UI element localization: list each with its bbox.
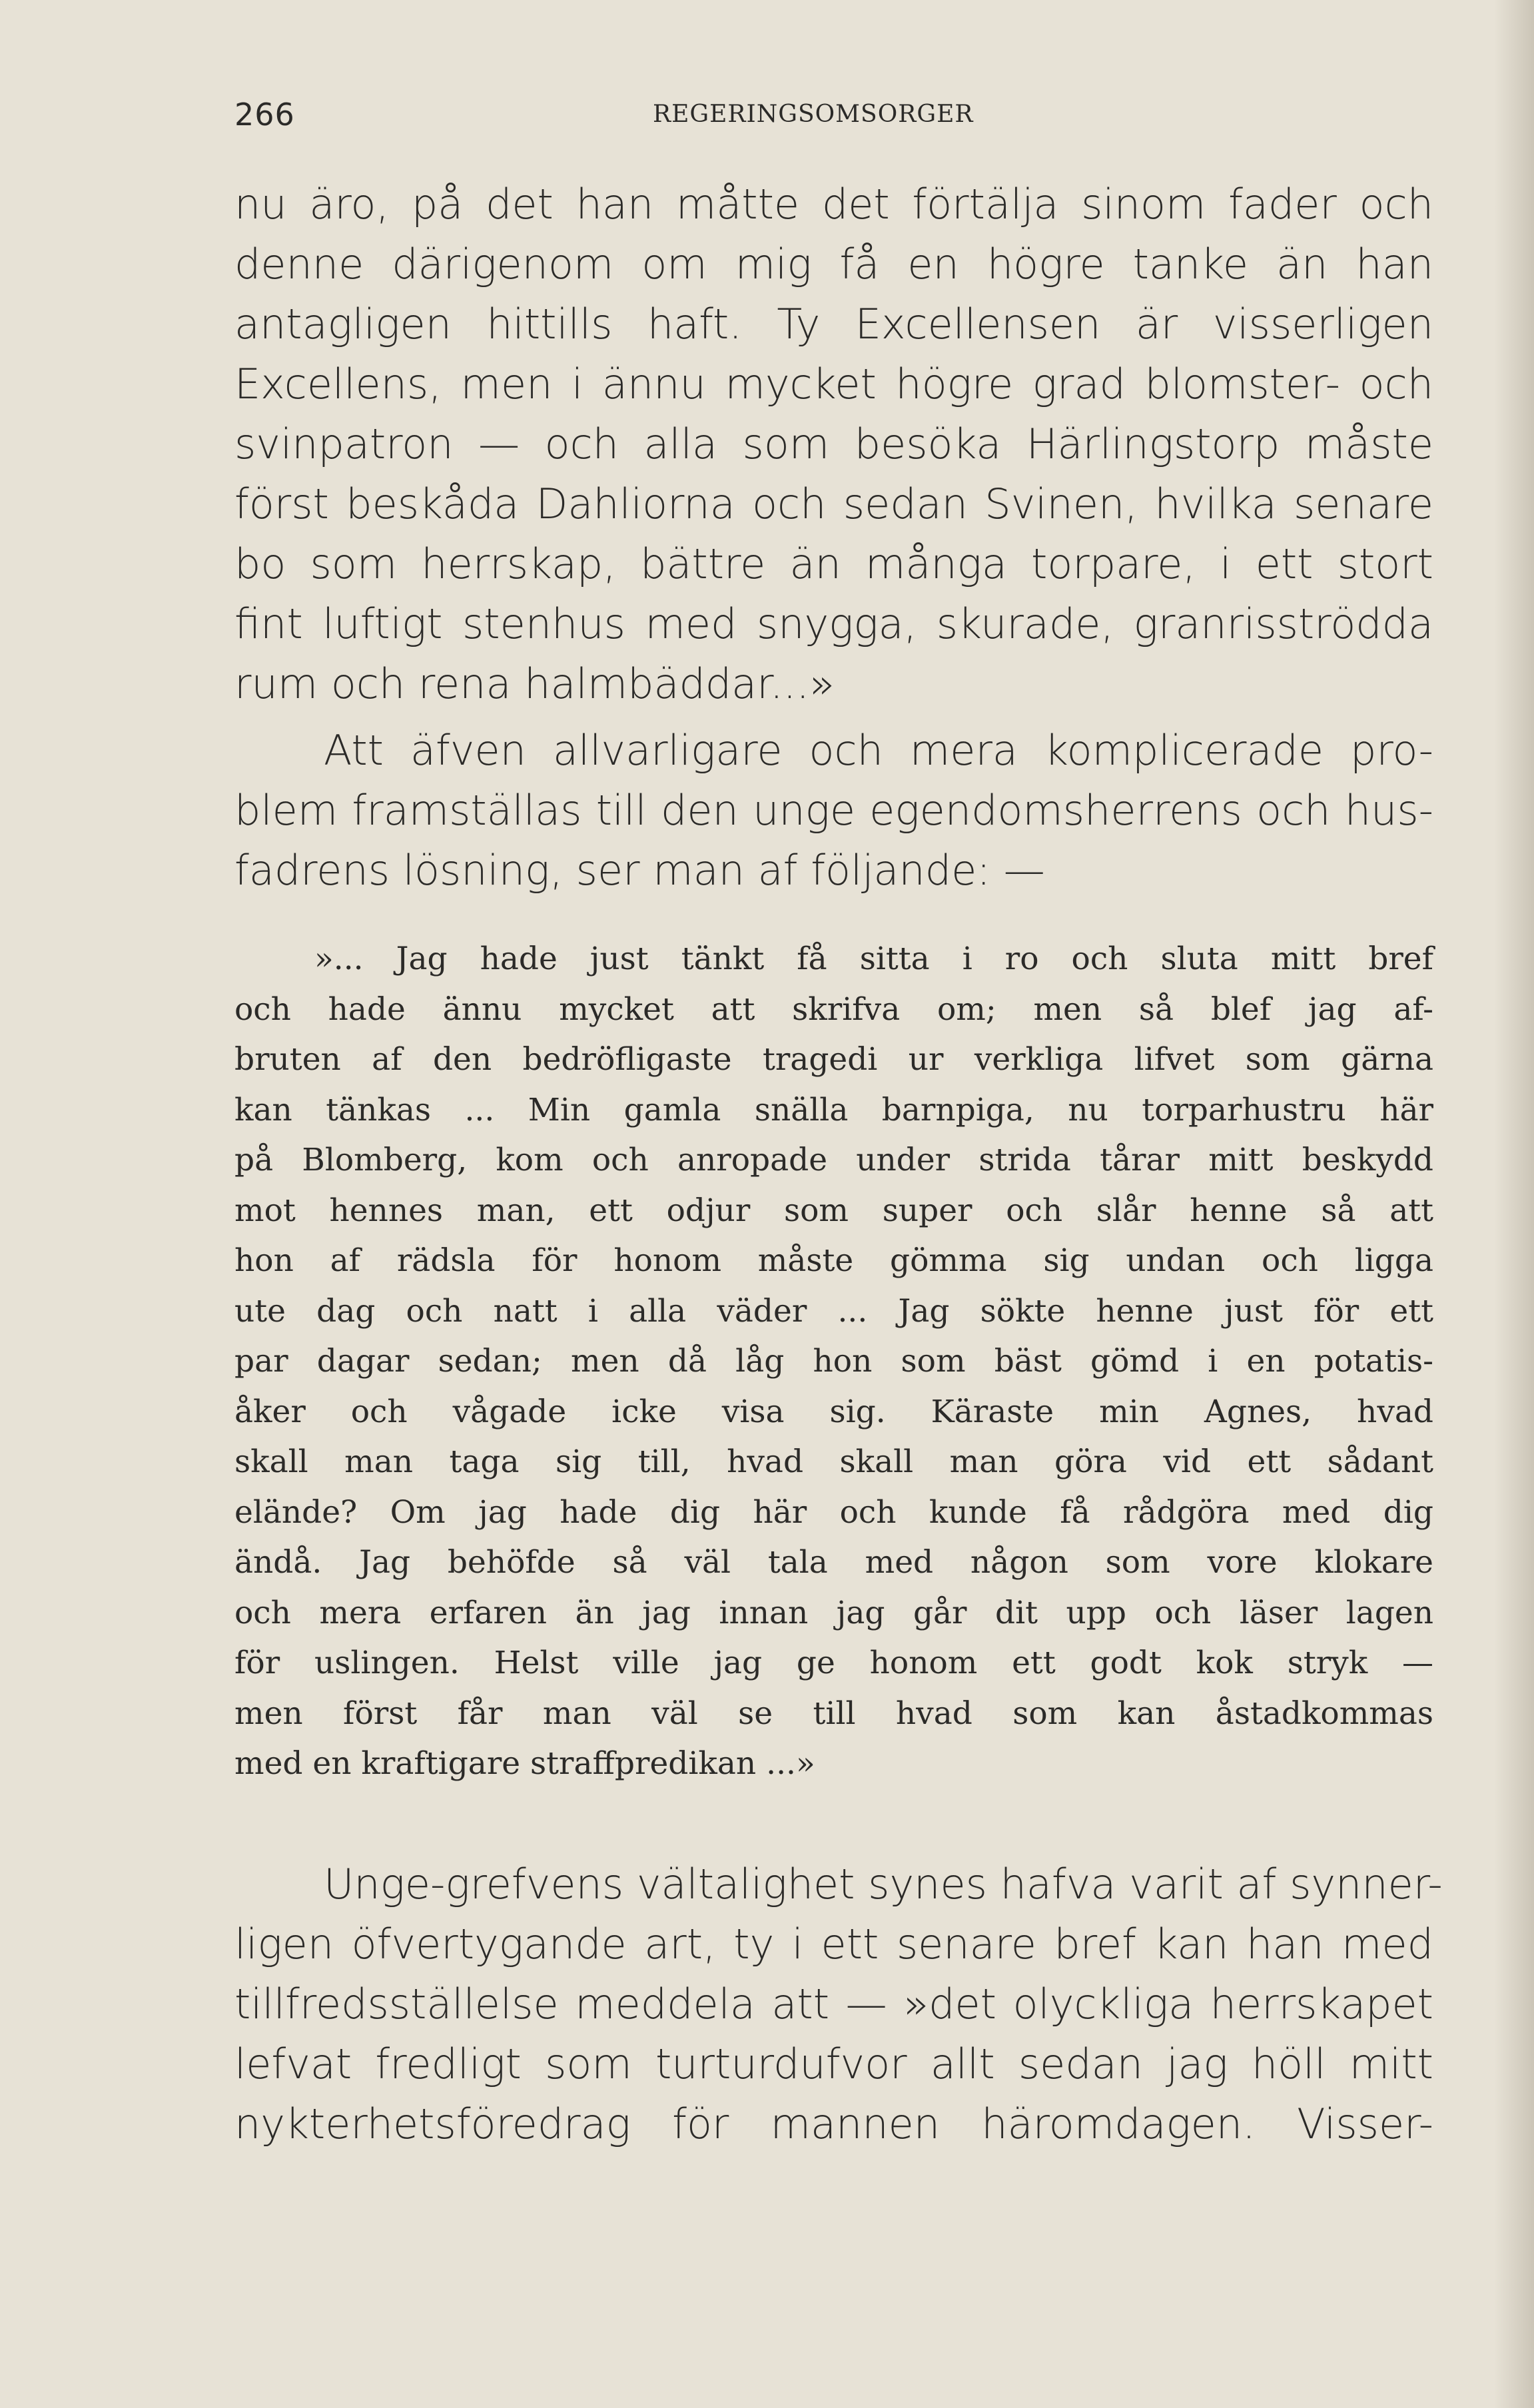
text-line: Unge-grefvens vältalighet synes hafva varit af synner- bbox=[324, 1860, 1443, 1908]
text-line: ändå. Jag behöfde så väl tala med någon som vore klokare bbox=[234, 1544, 1433, 1581]
text-line: bo som herrskap, bättre än många torpare, i ett stort bbox=[234, 540, 1433, 588]
text-line: rum och rena halmbäddar...» bbox=[234, 659, 835, 708]
text-line: elände? Om jag hade dig här och kunde få rådgöra med dig bbox=[234, 1493, 1433, 1531]
paragraph-2 bbox=[234, 721, 1433, 901]
page-header bbox=[234, 97, 1433, 137]
text-line: tillfredsställelse meddela att — »det olyckliga herrskapet bbox=[234, 1980, 1433, 2028]
text-line: »... Jag hade just tänkt få sitta i ro och sluta mitt bref bbox=[314, 941, 1433, 977]
paragraph-1 bbox=[234, 175, 1433, 714]
paragraph-4 bbox=[234, 1854, 1443, 2154]
text-line: mot hennes man, ett odjur som super och slår henne så att bbox=[234, 1192, 1433, 1229]
text-line: Excellens, men i ännu mycket högre grad blomster- och bbox=[234, 360, 1433, 408]
text-line: skall man taga sig till, hvad skall man göra vid ett sådant bbox=[234, 1443, 1433, 1480]
text-line: ligen öfvertygande art, ty i ett senare bref kan han med bbox=[234, 1920, 1433, 1968]
text-line: åker och vågade icke visa sig. Käraste min Agnes, hvad bbox=[234, 1393, 1433, 1430]
text-line: men först får man väl se till hvad som kan åstadkommas bbox=[234, 1695, 1433, 1732]
page-number: 266 bbox=[234, 97, 295, 133]
text-line: fadrens lösning, ser man af följande: — bbox=[234, 846, 1045, 895]
text-line: med en kraftigare straffpredikan ...» bbox=[234, 1745, 815, 1782]
text-line: fint luftigt stenhus med snygga, skurade, granrisströdda bbox=[234, 600, 1433, 648]
running-head: REGERINGSOMSORGER bbox=[653, 101, 974, 128]
text-line: kan tänkas ... Min gamla snälla barnpiga, nu torparhustru här bbox=[234, 1091, 1433, 1128]
text-line: hon af rädsla för honom måste gömma sig undan och ligga bbox=[234, 1242, 1433, 1279]
text-line: och hade ännu mycket att skrifva om; men så blef jag af- bbox=[234, 991, 1433, 1028]
text-line: bruten af den bedröfligaste tragedi ur verkliga lifvet som gärna bbox=[234, 1041, 1433, 1078]
quoted-letter bbox=[234, 934, 1433, 1789]
text-line: svinpatron — och alla som besöka Härlingstorp måste bbox=[234, 420, 1433, 468]
text-line: antagligen hittills haft. Ty Excellensen är visserligen bbox=[234, 300, 1433, 348]
text-line: lefvat fredligt som turturdufvor allt sedan jag höll mitt bbox=[234, 2040, 1433, 2088]
text-line: och mera erfaren än jag innan jag går dit upp och läser lagen bbox=[234, 1594, 1433, 1631]
text-line: nykterhetsföredrag för mannen häromdagen. Visser- bbox=[234, 2100, 1433, 2148]
text-line: på Blomberg, kom och anropade under strida tårar mitt beskydd bbox=[234, 1142, 1433, 1178]
text-line: blem framställas till den unge egendomsherrens och hus- bbox=[234, 786, 1433, 835]
text-line: först beskåda Dahliorna och sedan Svinen, hvilka senare bbox=[234, 480, 1433, 528]
text-line: för uslingen. Helst ville jag ge honom ett godt kok stryk — bbox=[234, 1645, 1433, 1681]
page-edge-shadow bbox=[1494, 0, 1534, 2408]
text-line: nu äro, på det han måtte det förtälja sinom fader och bbox=[234, 180, 1433, 228]
text-line: Att äfven allvarligare och mera komplicerade pro- bbox=[324, 726, 1433, 775]
text-line: par dagar sedan; men då låg hon som bäst gömd i en potatis- bbox=[234, 1343, 1433, 1380]
text-line: denne därigenom om mig få en högre tanke än han bbox=[234, 240, 1433, 288]
text-line: ute dag och natt i alla väder ... Jag sökte henne just för ett bbox=[234, 1292, 1433, 1330]
